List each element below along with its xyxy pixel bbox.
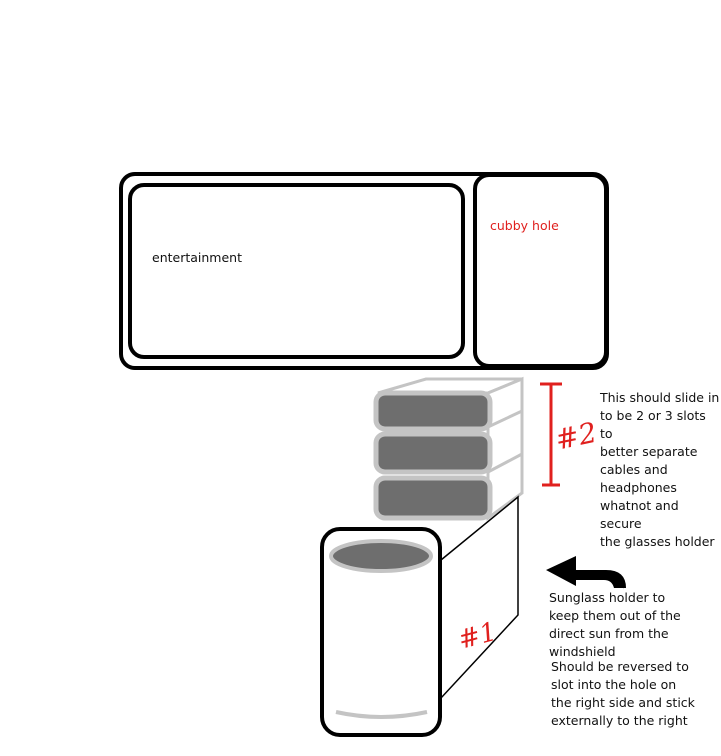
holder-note-1: Sunglass holder to keep them out of the direct sun from the windshield	[549, 590, 681, 659]
cubby-hole-panel	[475, 175, 606, 366]
drawer-slot-2	[376, 434, 490, 472]
drawer-note: This should slide in to be 2 or 3 slots to better separate cables and headphones whatnot and secure the glasses holder	[600, 390, 720, 549]
drawer-slot-1	[376, 393, 490, 429]
curved-arrow-left-icon	[546, 556, 626, 590]
entertainment-label: entertainment	[152, 250, 242, 265]
dashboard-frame	[121, 174, 607, 368]
marker-one-label: #1	[455, 616, 501, 656]
drawer-slot-3	[376, 478, 490, 518]
holder-opening	[331, 541, 431, 571]
marker-two	[540, 384, 600, 485]
drawer-stack	[376, 379, 522, 518]
holder-side-panel	[441, 497, 518, 698]
holder-note-2: Should be reversed to slot into the hole on the right side and stick externally to the right	[551, 659, 695, 728]
marker-two-label: #2	[552, 415, 600, 457]
cubby-hole-label: cubby hole	[490, 218, 559, 233]
entertainment-panel	[130, 185, 463, 357]
